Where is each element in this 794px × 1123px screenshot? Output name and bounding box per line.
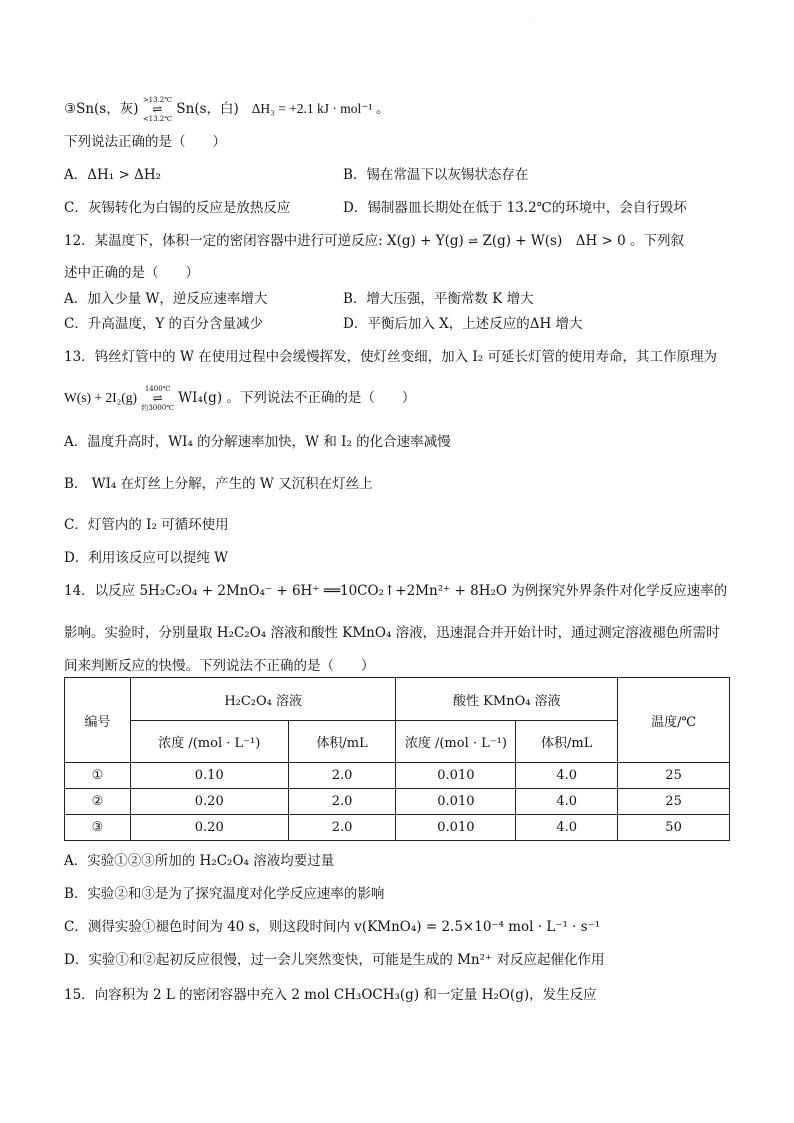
q14-stem-line3: 间来判断反应的快慢。下列说法不正确的是（ ） [64, 658, 375, 674]
experiment-table [64, 677, 730, 841]
q14-option-a: A．实验①②③所加的 H₂C₂O₄ 溶液均要过量 [64, 853, 335, 869]
table-cell: 2.0 [288, 763, 396, 789]
header-vol-a: 体积/mL [288, 721, 396, 763]
table-cell: 0.10 [130, 763, 288, 789]
table-row [65, 763, 730, 789]
table-cell: ② [65, 789, 131, 815]
eq3-reactant: ③Sn(s，灰) [64, 101, 139, 117]
q13-option-d: D．利用该反应可以提纯 W [64, 550, 228, 566]
arrow-cond-bottom: 约3000℃ [141, 404, 174, 412]
equilibrium-arrow: ⇌ [468, 234, 479, 248]
q12-equation-right: Z(g) + W(s) ΔH > 0 。下列叙 [482, 233, 685, 249]
table-cell: 0.20 [130, 789, 288, 815]
table-row [65, 815, 730, 841]
q13-option-a: A．温度升高时，WI₄ 的分解速率加快，W 和 I₂ 的化合速率减慢 [64, 434, 451, 450]
q12-stem-line2: 述中正确的是（ ） [64, 265, 199, 281]
q14-stem-line1: 14．以反应 5H₂C₂O₄ + 2MnO₄⁻ + 6H⁺ ══10CO₂↑+2Mn²⁺ + 8H₂O 为例探究外界条件对化学反应速率的 [64, 583, 728, 599]
table-header-row [65, 678, 730, 721]
q11-equation-3 [64, 96, 389, 123]
table-cell: 0.010 [396, 763, 516, 789]
header-h2c2o4: H₂C₂O₄ 溶液 [130, 678, 396, 721]
equilibrium-arrow: 1400℃ ⇌ 约3000℃ [141, 385, 174, 412]
table-cell: 4.0 [516, 815, 618, 841]
table-cell: ① [65, 763, 131, 789]
q13-equation-left: W(s) + 2I₂(g) [64, 390, 138, 405]
q12-equation-left: 12．某温度下，体积一定的密闭容器中进行可逆反应: X(g) + Y(g) [64, 233, 464, 249]
q13-option-b: B． WI₄ 在灯丝上分解，产生的 W 又沉积在灯丝上 [64, 476, 373, 492]
q11-option-c: C．灰锡转化为白锡的反应是放热反应 [64, 200, 291, 216]
q13-option-c: C．灯管内的 I₂ 可循环使用 [64, 517, 229, 533]
q12-option-a: A．加入少量 W，逆反应速率增大 [64, 291, 268, 307]
table-cell: 4.0 [516, 763, 618, 789]
table-cell: 50 [618, 815, 730, 841]
arrow-cond-top: 1400℃ [144, 385, 171, 393]
q11-option-b: B．锡在常温下以灰锡状态存在 [343, 167, 529, 183]
table-cell: 4.0 [516, 789, 618, 815]
table-cell: 0.010 [396, 815, 516, 841]
table-cell: ③ [65, 815, 131, 841]
eq3-enthalpy: ΔH₃ = +2.1 kJ · mol⁻¹ 。 [251, 101, 390, 116]
equilibrium-arrow: >13.2℃ ⇌ <13.2℃ [142, 96, 173, 123]
arrow-cond-bottom: <13.2℃ [142, 115, 173, 123]
q14-option-d: D．实验①和②起初反应很慢，过一会儿突然变快，可能是生成的 Mn²⁺ 对反应起催化作用 [64, 952, 605, 968]
table-cell: 2.0 [288, 789, 396, 815]
q13-equation [64, 385, 415, 412]
q13-stem-line1: 13．钨丝灯管中的 W 在使用过程中会缓慢挥发，使灯丝变细，加入 I₂ 可延长灯管的使用寿命，其工作原理为 [64, 349, 717, 365]
q15-stem-line1: 15．向容积为 2 L 的密闭容器中充入 2 mol CH₃OCH₃(g) 和一定量 H₂O(g)，发生反应 [64, 987, 597, 1003]
header-temperature: 温度/℃ [618, 678, 730, 763]
table-cell: 0.20 [130, 815, 288, 841]
table-cell: 0.010 [396, 789, 516, 815]
q12-option-d: D．平衡后加入 X，上述反应的ΔH 增大 [343, 316, 583, 332]
header-vol-b: 体积/mL [516, 721, 618, 763]
q14-stem-line2: 影响。实验时，分别量取 H₂C₂O₄ 溶液和酸性 KMnO₄ 溶液，迅速混合并开始计时，通过测定溶液褪色所需时 [64, 625, 720, 641]
q11-stem: 下列说法正确的是（ ） [64, 134, 226, 150]
table-row [65, 789, 730, 815]
q11-option-a: A．ΔH₁ > ΔH₂ [64, 167, 162, 183]
table-cell: 25 [618, 763, 730, 789]
q12-option-b: B．增大压强，平衡常数 K 增大 [343, 291, 534, 307]
header-conc-b: 浓度 /(mol · L⁻¹) [396, 721, 516, 763]
q12-stem-line1 [64, 232, 684, 250]
header-kmno4: 酸性 KMnO₄ 溶液 [396, 678, 618, 721]
corner-mark: · [530, 18, 532, 25]
eq3-product: Sn(s，白) [176, 101, 239, 117]
q14-option-c: C．测得实验①褪色时间为 40 s，则这段时间内 v(KMnO₄) = 2.5×10⁻⁴ mol · L⁻¹ · s⁻¹ [64, 919, 601, 935]
q12-option-c: C．升高温度，Y 的百分含量减少 [64, 316, 264, 332]
table-cell: 2.0 [288, 815, 396, 841]
header-conc-a: 浓度 /(mol · L⁻¹) [130, 721, 288, 763]
table-cell: 25 [618, 789, 730, 815]
header-number: 编号 [65, 678, 131, 763]
arrow-cond-top: >13.2℃ [142, 96, 173, 104]
q14-option-b: B．实验②和③是为了探究温度对化学反应速率的影响 [64, 886, 385, 902]
q11-option-d: D．锡制器皿长期处在低于 13.2℃的环境中，会自行毁坏 [343, 200, 687, 216]
q13-equation-right: WI₄(g) 。下列说法不正确的是（ ） [178, 390, 416, 406]
